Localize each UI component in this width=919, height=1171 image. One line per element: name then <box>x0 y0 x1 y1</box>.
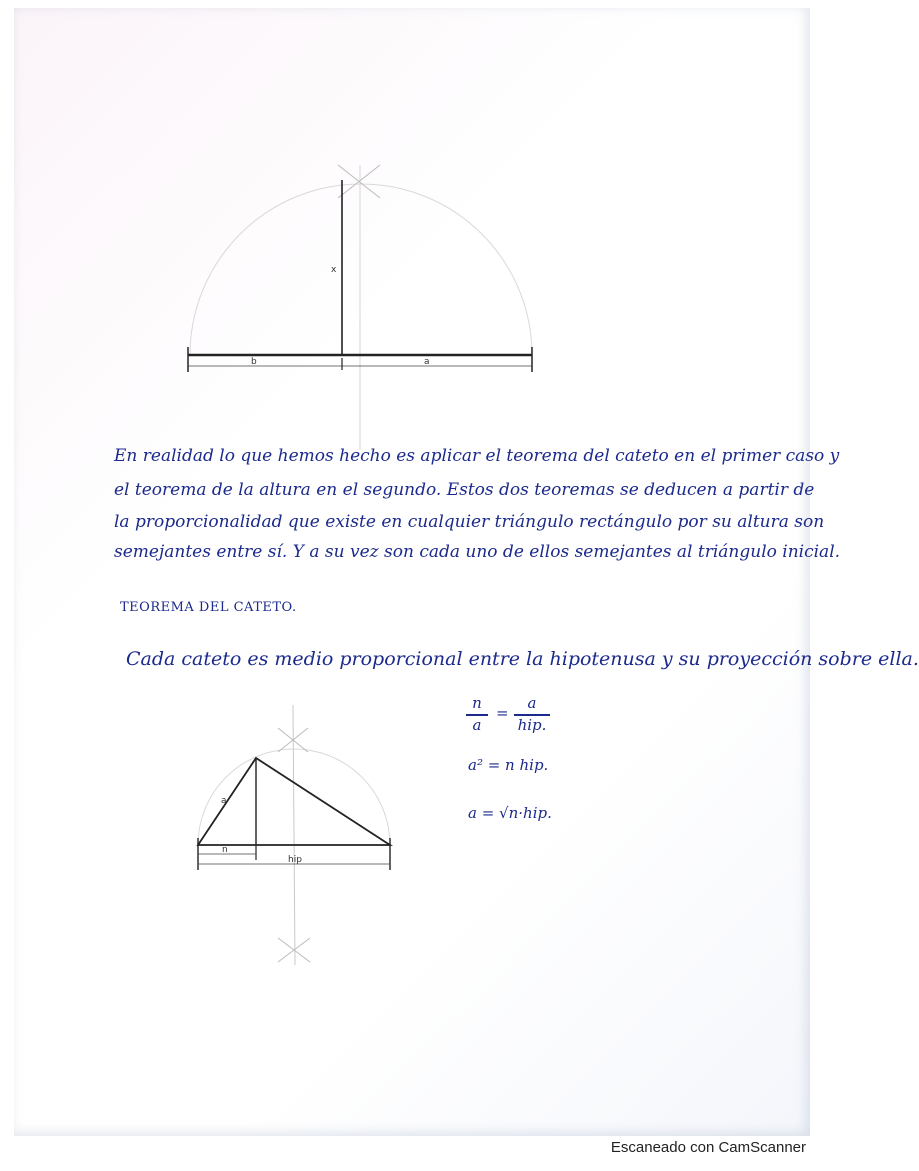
frac1-numerator: n <box>472 694 482 712</box>
label-b: b <box>251 357 257 367</box>
label-hip: hip <box>288 855 302 865</box>
figure-altura-construction <box>180 150 550 450</box>
scanner-footer: Escaneado con CamScanner <box>610 1139 806 1156</box>
theorem-statement: Cada cateto es medio proporcional entre la hipotenusa y su proyección sobre ella. <box>126 648 919 670</box>
label-a-2: a <box>221 796 227 806</box>
paragraph-line-1: En realidad lo que hemos hecho es aplicar el teorema del cateto en el primer caso y <box>114 446 840 466</box>
equals-sign: = <box>496 704 509 722</box>
paragraph-line-4: semejantes entre sí. Y a su vez son cada uno de ellos semejantes al triángulo inicial. <box>114 542 841 562</box>
paragraph-line-2: el teorema de la altura en el segundo. Estos dos teoremas se deducen a partir de <box>114 480 815 500</box>
formula-squared: a² = n hip. <box>468 756 549 774</box>
label-x: x <box>331 265 337 275</box>
perpendicular-guide-2 <box>293 705 295 965</box>
paragraph-line-3: la proporcionalidad que existe en cualquier triángulo rectángulo por su altura son <box>114 512 825 532</box>
frac2-numerator: a <box>527 694 537 712</box>
section-heading: TEOREMA DEL CATETO. <box>120 600 297 615</box>
formula-root: a = √n·hip. <box>468 804 552 822</box>
figure-cateto-construction <box>190 700 400 970</box>
semicircle-arc <box>190 184 532 355</box>
label-n: n <box>222 845 228 855</box>
frac1-denominator: a <box>472 716 482 734</box>
frac2-denominator: hip. <box>517 716 547 734</box>
label-a: a <box>424 357 430 367</box>
